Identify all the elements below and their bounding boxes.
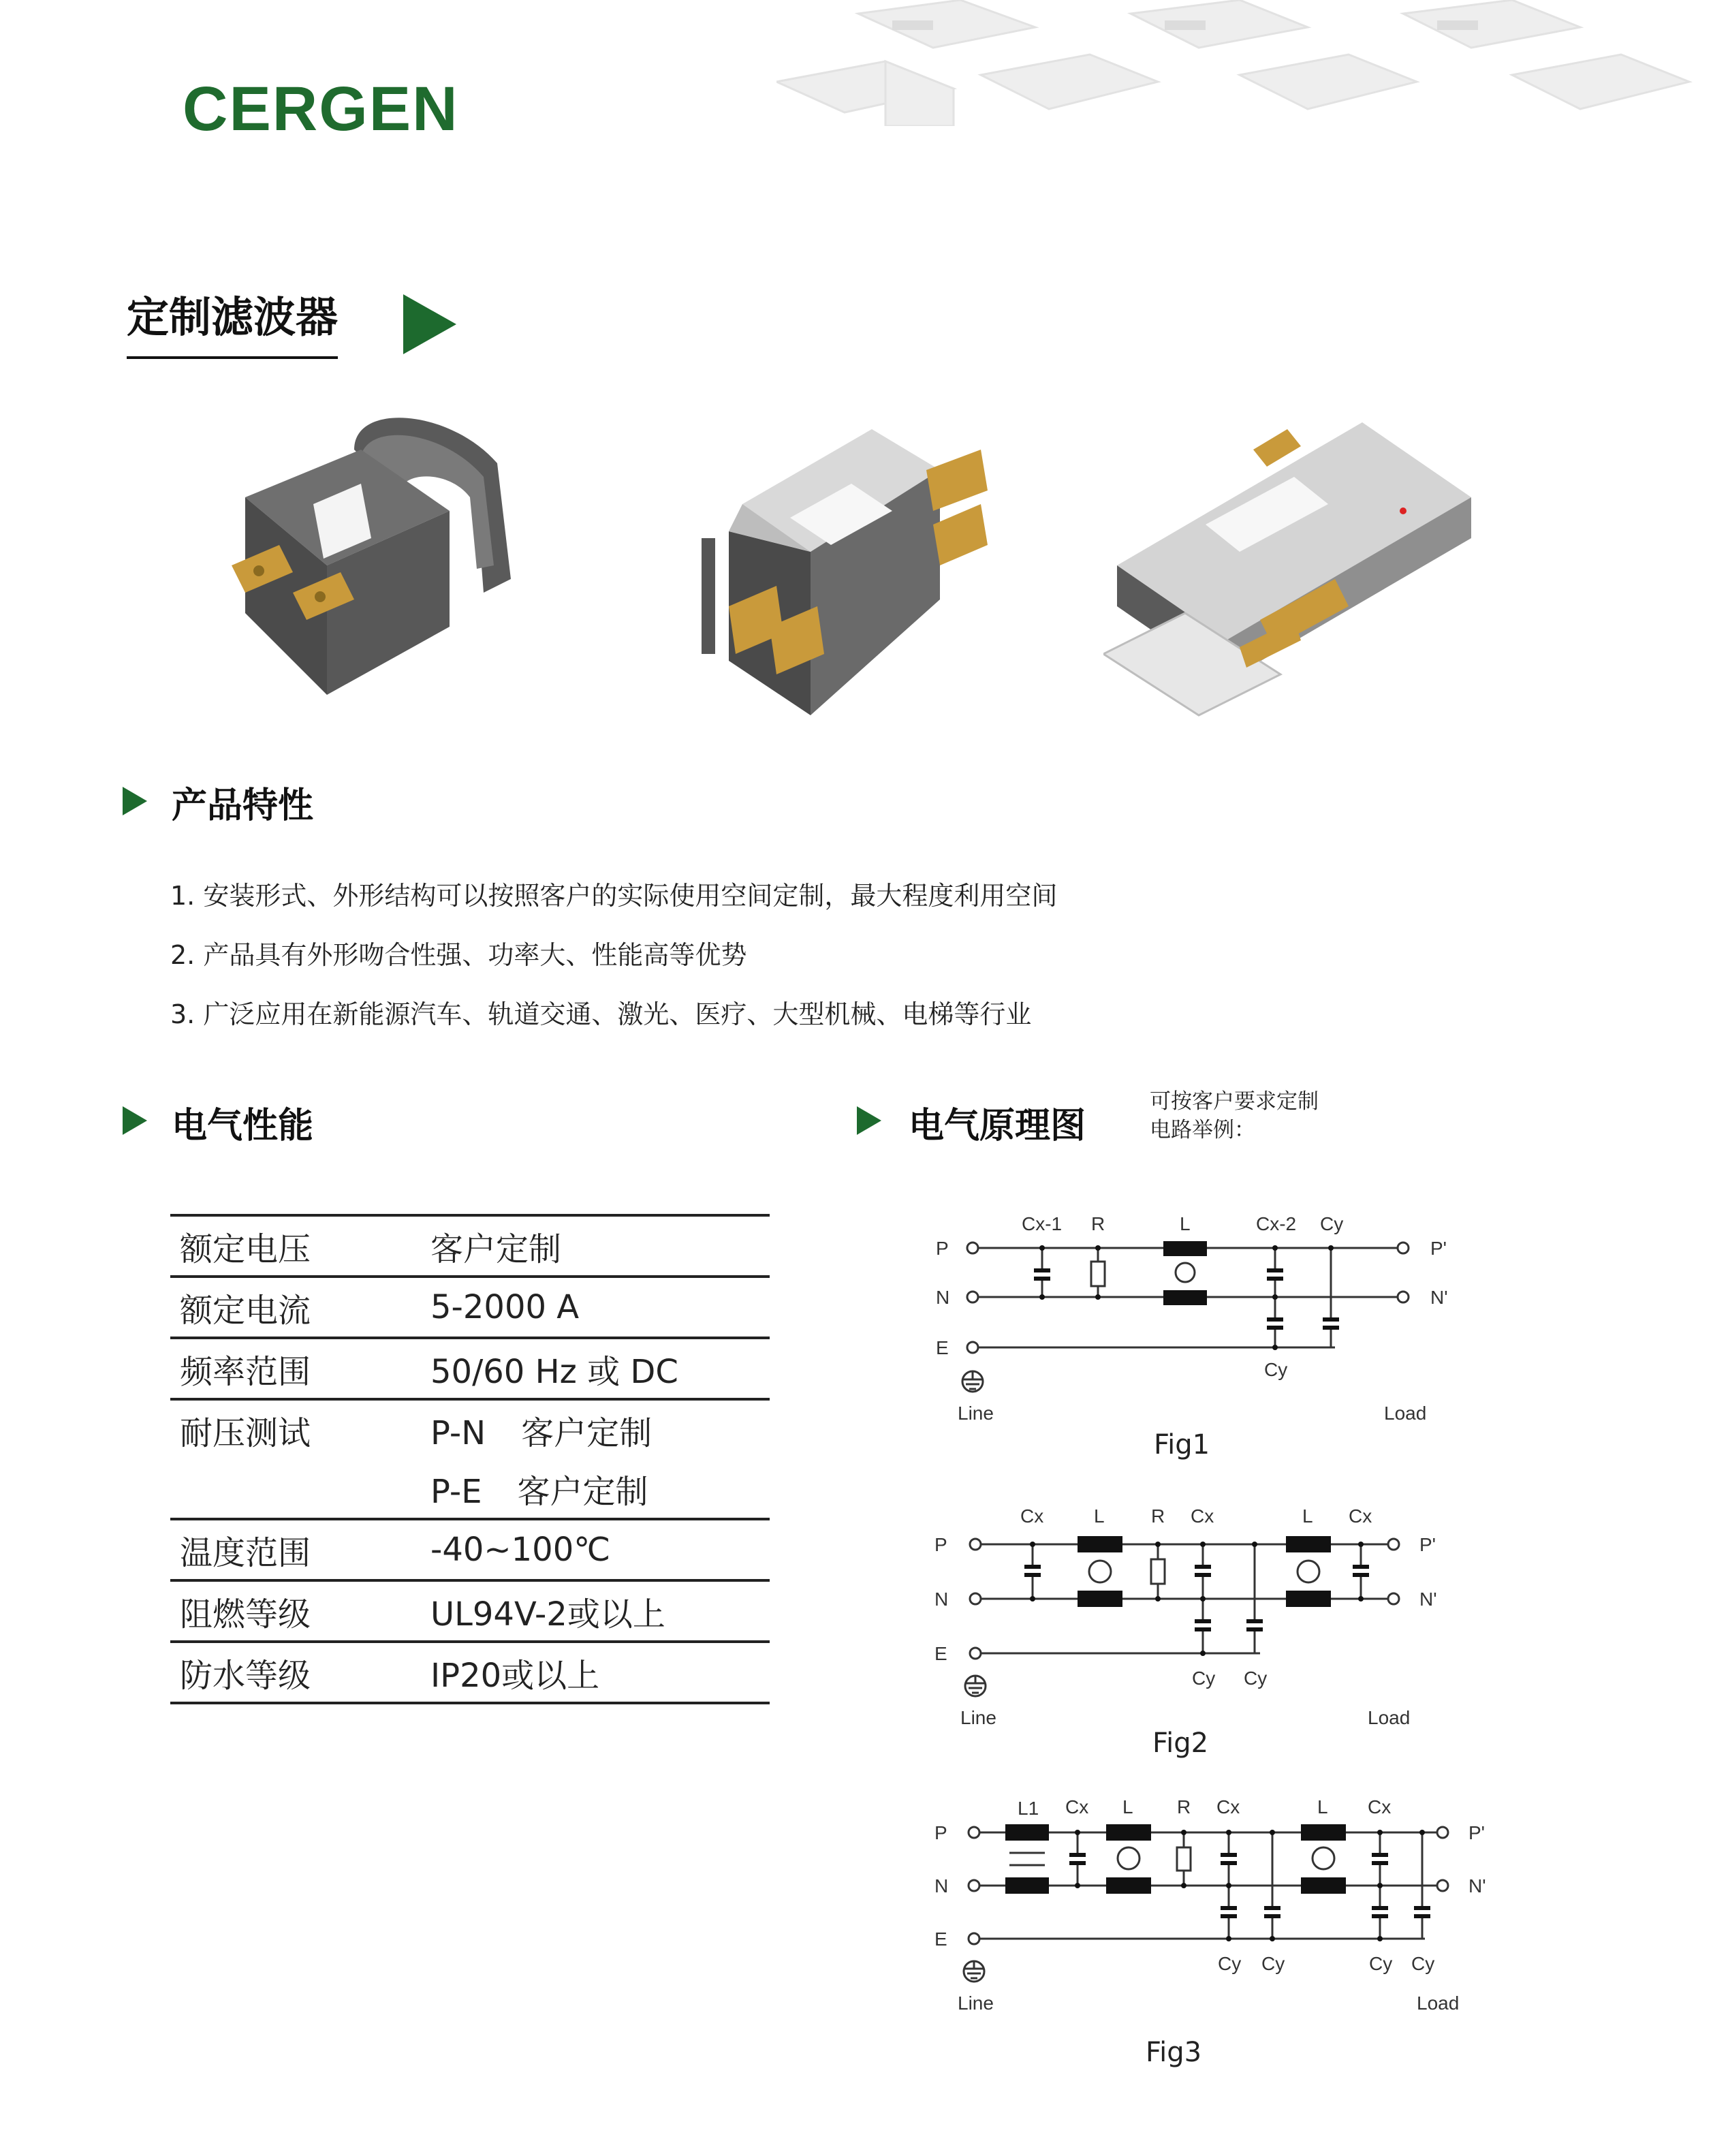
spec-value: [421, 1399, 770, 1459]
side-label: Line: [960, 1707, 996, 1728]
component-label: Cx-1: [1022, 1213, 1063, 1234]
component-label: Cy: [1320, 1213, 1344, 1234]
schematic-note: [1150, 1087, 1319, 1144]
node-label: N: [934, 1589, 949, 1610]
side-label: Line: [958, 1403, 994, 1424]
schematic-arrow-icon: [857, 1106, 881, 1135]
side-label: Load: [1384, 1403, 1427, 1424]
node-label: P: [934, 1534, 947, 1555]
brand-logo: CERGEN: [183, 74, 459, 144]
spec-label: 额定电流: [170, 1277, 421, 1338]
component-label: Cx: [1368, 1796, 1392, 1817]
table-row: [170, 1519, 770, 1580]
component-label: Cy: [1264, 1359, 1288, 1380]
spec-label: 耐压测试: [170, 1399, 421, 1459]
page-title: 定制滤波器: [127, 283, 338, 359]
table-row: [170, 1642, 770, 1703]
spec-value: 客户定制: [421, 1215, 770, 1277]
component-label: R: [1177, 1796, 1191, 1817]
spec-value: 50/60 Hz 或 DC: [421, 1338, 770, 1399]
product-image-toroid-filter: [225, 409, 524, 708]
table-row: [170, 1459, 770, 1519]
product-image-box-filter: [702, 416, 994, 715]
title-arrow-icon: [403, 294, 456, 354]
electrical-title: 电气性能: [172, 1106, 314, 1146]
node-label: P': [1430, 1238, 1447, 1259]
electrical-arrow-icon: [123, 1106, 147, 1135]
node-label: E: [936, 1337, 949, 1358]
circuit-diagram-fig3: [926, 1790, 1512, 2025]
component-label: Cy: [1218, 1953, 1242, 1974]
side-label: Line: [958, 1993, 994, 2014]
node-label: P': [1419, 1534, 1436, 1555]
component-label: L: [1094, 1505, 1105, 1527]
node-label: P: [936, 1238, 949, 1259]
spec-value: -40~100℃: [421, 1519, 770, 1580]
table-row: [170, 1277, 770, 1338]
component-label: Cy: [1369, 1953, 1393, 1974]
component-label: L: [1180, 1213, 1191, 1234]
spec-label: 温度范围: [170, 1519, 421, 1580]
spec-subkey: P-E: [430, 1472, 482, 1511]
component-label: Cx: [1020, 1505, 1044, 1527]
fig-caption: Fig1: [1154, 1429, 1210, 1460]
spec-subvalue: 客户定制: [517, 1472, 648, 1511]
spec-label: 防水等级: [170, 1642, 421, 1703]
component-label: L: [1122, 1796, 1133, 1817]
table-row: [170, 1399, 770, 1459]
table-row: [170, 1215, 770, 1277]
node-label: N': [1419, 1589, 1437, 1610]
feature-item-1: 1. 安装形式、外形结构可以按照客户的实际使用空间定制，最大程度利用空间: [170, 881, 1058, 911]
product-image-chassis-filter: [1103, 409, 1485, 722]
node-label: N': [1468, 1875, 1486, 1896]
node-label: E: [934, 1928, 947, 1950]
component-label: Cx: [1349, 1505, 1372, 1527]
table-row: [170, 1338, 770, 1399]
component-label: Cy: [1244, 1668, 1268, 1689]
electrical-spec-table: [170, 1214, 770, 1704]
component-label: L: [1317, 1796, 1328, 1817]
schematic-note-line: 电路举例：: [1150, 1118, 1255, 1142]
component-label: R: [1151, 1505, 1165, 1527]
schematic-title: 电气原理图: [909, 1106, 1086, 1146]
component-label: Cx: [1065, 1796, 1089, 1817]
table-row: [170, 1580, 770, 1642]
features-title: 产品特性: [172, 785, 314, 826]
spec-label: 阻燃等级: [170, 1580, 421, 1642]
header-banner-image: [776, 0, 1713, 126]
feature-item-3: 3. 广泛应用在新能源汽车、轨道交通、激光、医疗、大型机械、电梯等行业: [170, 999, 1032, 1029]
circuit-diagram-fig1: [926, 1206, 1471, 1431]
node-label: N: [934, 1875, 949, 1896]
spec-subkey: P-N: [430, 1413, 486, 1452]
node-label: N': [1430, 1287, 1448, 1308]
spec-label: 频率范围: [170, 1338, 421, 1399]
side-label: Load: [1417, 1993, 1460, 2014]
spec-label: [170, 1459, 421, 1519]
spec-value: 5-2000 A: [421, 1277, 770, 1338]
fig-caption: Fig2: [1152, 1728, 1209, 1759]
fig-caption: Fig3: [1146, 2037, 1202, 2068]
node-label: N: [936, 1287, 950, 1308]
component-label: Cx-2: [1256, 1213, 1297, 1234]
side-label: Load: [1368, 1707, 1411, 1728]
features-arrow-icon: [123, 787, 147, 815]
spec-value: [421, 1459, 770, 1519]
component-label: Cy: [1411, 1953, 1435, 1974]
spec-value: UL94V-2或以上: [421, 1580, 770, 1642]
circuit-diagram-fig2: [926, 1502, 1471, 1737]
node-label: P': [1468, 1822, 1486, 1843]
component-label: L1: [1018, 1798, 1039, 1819]
spec-subvalue: 客户定制: [521, 1413, 653, 1452]
component-label: Cy: [1261, 1953, 1285, 1974]
component-label: L: [1302, 1505, 1313, 1527]
feature-item-2: 2. 产品具有外形吻合性强、功率大、性能高等优势: [170, 940, 747, 970]
component-label: R: [1091, 1213, 1105, 1234]
component-label: Cy: [1192, 1668, 1216, 1689]
schematic-note-line: 可按客户要求定制: [1150, 1089, 1319, 1114]
spec-value: IP20或以上: [421, 1642, 770, 1703]
spec-label: 额定电压: [170, 1215, 421, 1277]
node-label: P: [934, 1822, 947, 1843]
node-label: E: [934, 1643, 947, 1664]
component-label: Cx: [1216, 1796, 1240, 1817]
component-label: Cx: [1191, 1505, 1214, 1527]
